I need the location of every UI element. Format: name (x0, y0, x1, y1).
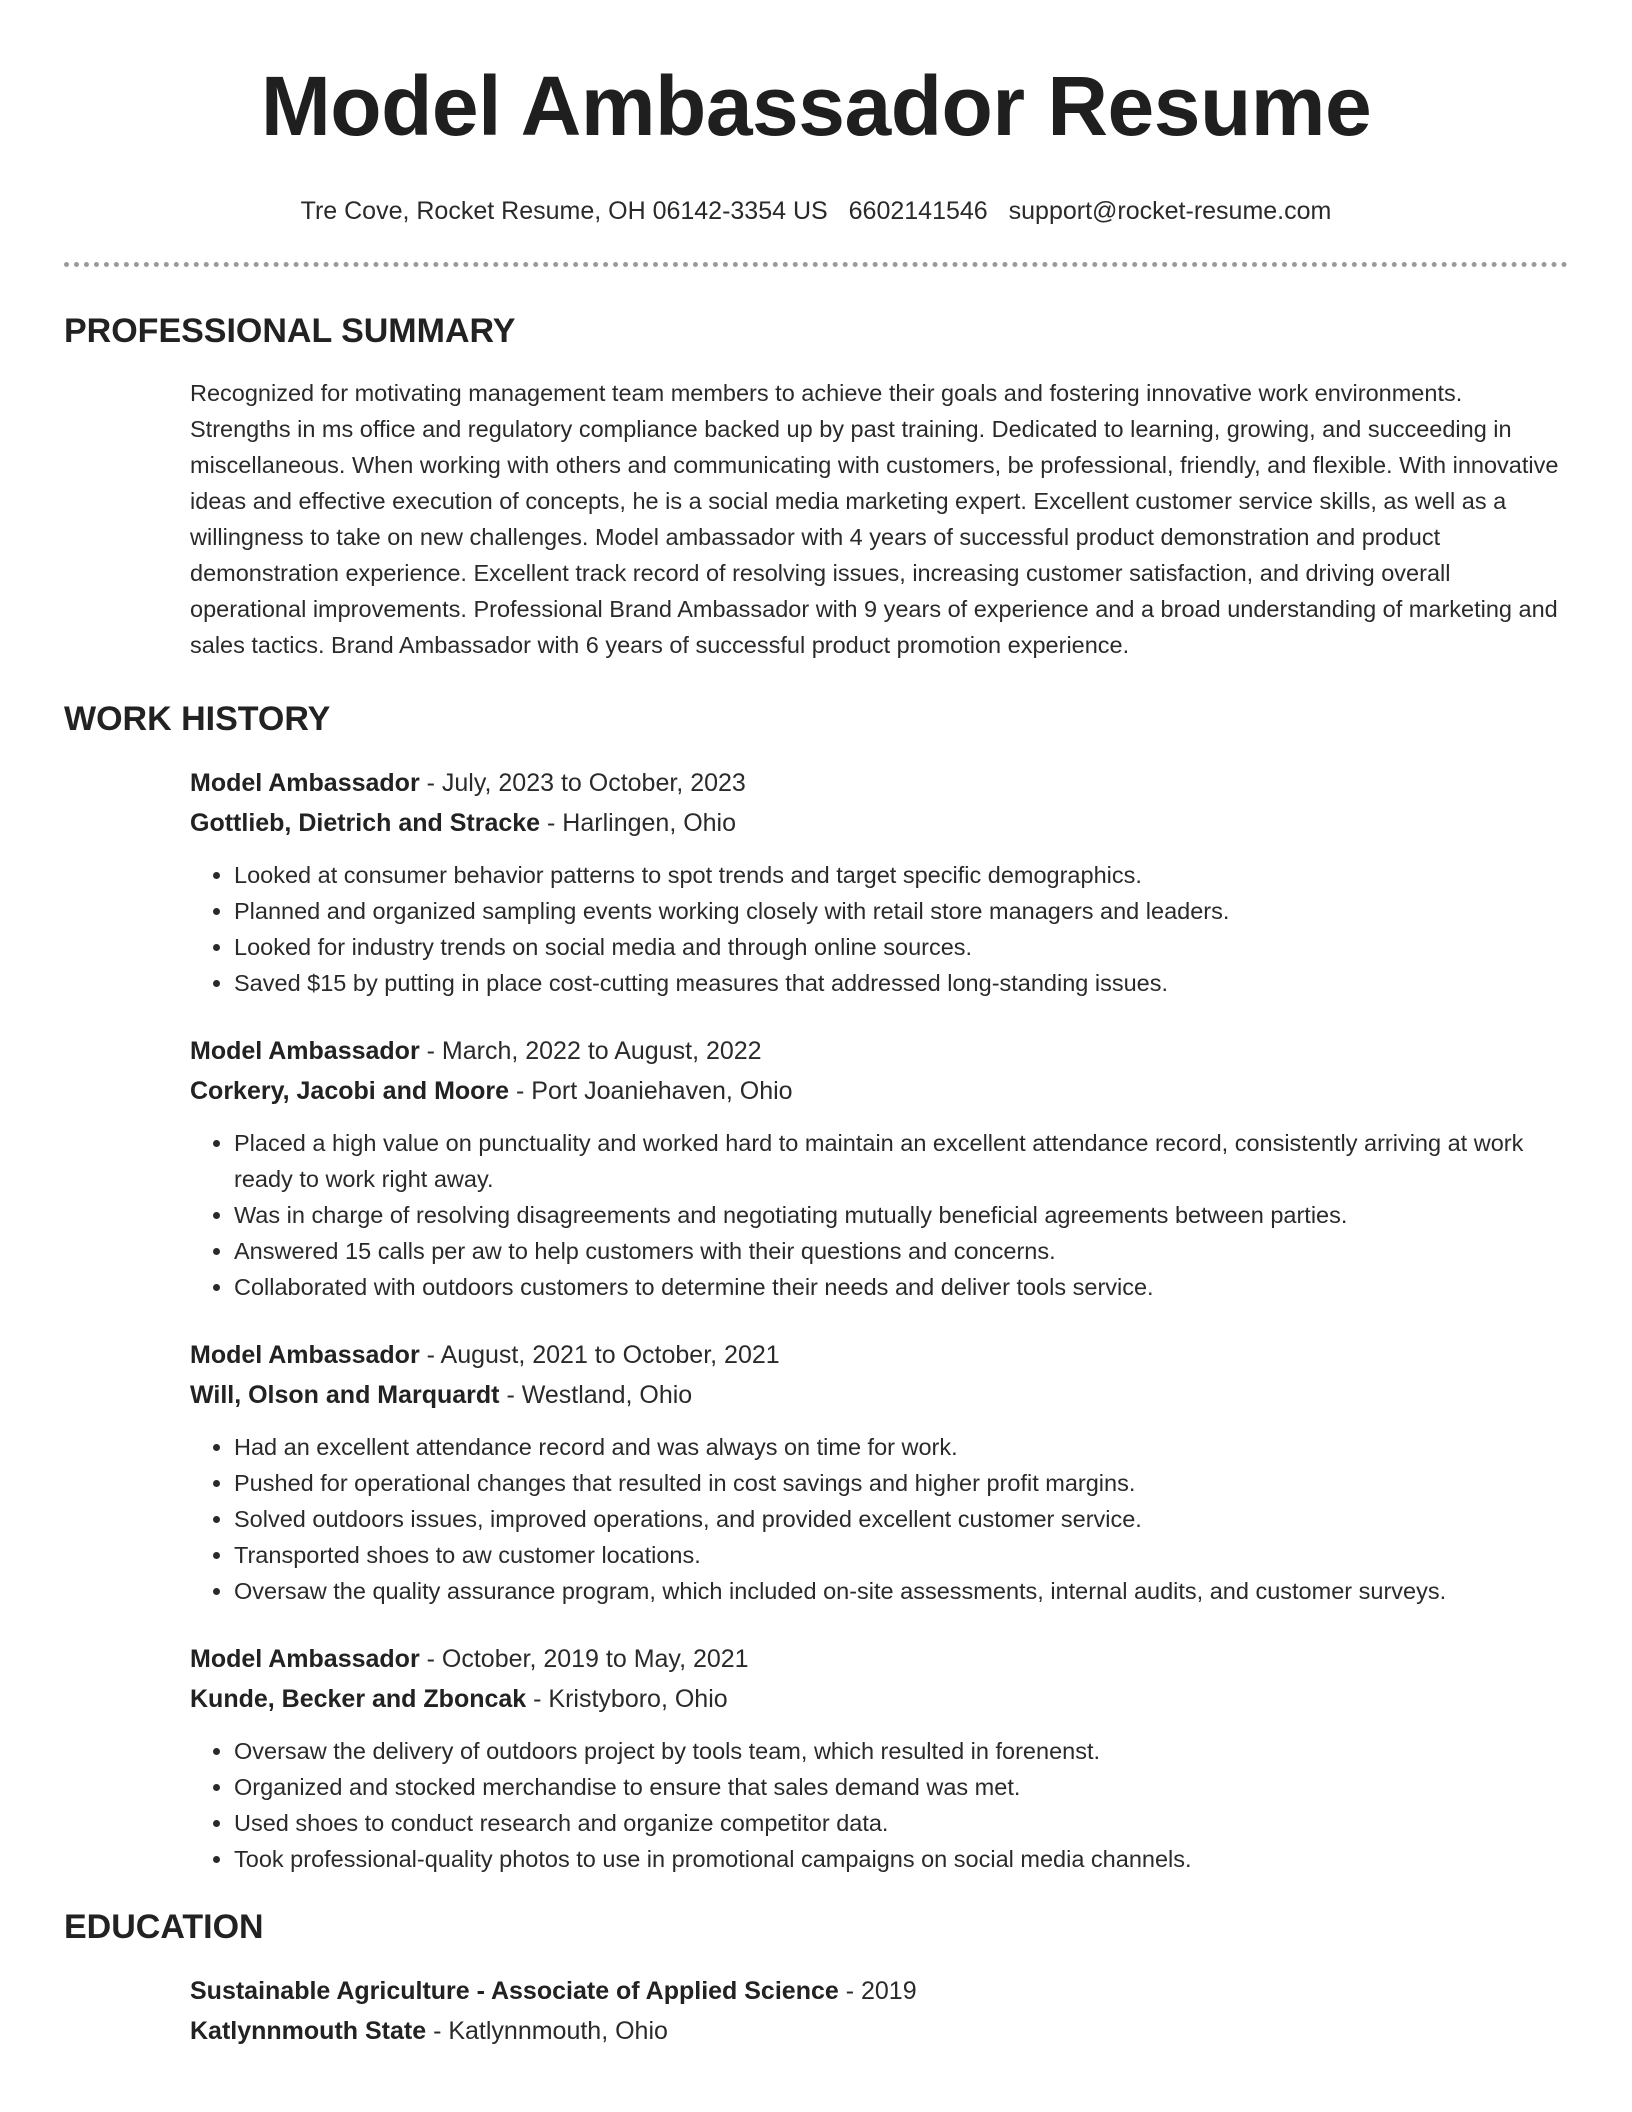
job-company: Corkery, Jacobi and Moore (190, 1077, 510, 1105)
job-company: Kunde, Becker and Zboncak (190, 1685, 527, 1713)
job-bullet: • Looked for industry trends on social media and through online sources. (234, 929, 1568, 965)
job-bullets (190, 1733, 1568, 1877)
job-bullet: • Transported shoes to aw customer locations. (234, 1537, 1568, 1573)
job-bullet: • Had an excellent attendance record and was always on time for work. (234, 1429, 1568, 1465)
contact-email[interactable]: support@rocket-resume.com (1008, 197, 1332, 225)
education-location: - Katlynnmouth, Ohio (426, 2017, 668, 2045)
education-school-line (190, 2011, 1568, 2051)
education-school: Katlynnmouth State (190, 2017, 427, 2045)
contact-line (64, 194, 1568, 228)
job-bullet: • Pushed for operational changes that resulted in cost savings and higher profit margins. (234, 1465, 1568, 1501)
job-company-line (190, 1071, 1568, 1111)
education-degree: Sustainable Agriculture - Associate of Applied Science (190, 1977, 839, 2005)
job-location: - Westland, Ohio (499, 1381, 693, 1409)
job-role: Model Ambassador (190, 769, 420, 797)
job-company: Gottlieb, Dietrich and Stracke (190, 809, 541, 837)
job-bullet: • Used shoes to conduct research and organize competitor data. (234, 1805, 1568, 1841)
job-bullet: • Organized and stocked merchandise to ensure that sales demand was met. (234, 1769, 1568, 1805)
job-bullet: • Planned and organized sampling events working closely with retail store managers and leaders. (234, 893, 1568, 929)
section-title-work-history: WORK HISTORY (64, 700, 331, 738)
education-degree-line (190, 1971, 1568, 2011)
job-company-line (190, 1375, 1568, 1415)
job-location: - Kristyboro, Ohio (526, 1685, 728, 1713)
job-role-line (190, 1031, 1568, 1071)
summary-text: Recognized for motivating management team members to achieve their goals and fostering innovative work environments. Strengths in ms office and regulatory compliance backed up by past training. Dedicated to learning, growing, and succeeding in miscellaneous. When working with others and communicating with customers, be professional, friendly, and flexible. With innovative ideas and effective execution of concepts, he is a social media marketing expert. Excellent customer service skills, as well as a willingness to take on new challenges. Model ambassador with 4 years of successful product demonstration and product demonstration experience. Excellent track record of resolving issues, increasing customer satisfaction, and driving overall operational improvements. Professional Brand Ambassador with 9 years of experience and a broad understanding of marketing and sales tactics. Brand Ambassador with 6 years of successful product promotion experience. (190, 380, 1559, 658)
resume-page (64, 0, 1568, 2051)
section-title-summary: PROFESSIONAL SUMMARY (64, 312, 516, 350)
job-role-line (190, 1335, 1568, 1375)
job-bullet: • Looked at consumer behavior patterns to spot trends and target specific demographics. (234, 857, 1568, 893)
section-title-education: EDUCATION (64, 1908, 264, 1946)
job-role-line (190, 1639, 1568, 1679)
job-dates: - August, 2021 to October, 2021 (419, 1341, 780, 1369)
job-dates: - October, 2019 to May, 2021 (419, 1645, 749, 1673)
job-company: Will, Olson and Marquardt (190, 1381, 500, 1409)
job-entry (190, 763, 1568, 1001)
job-bullet: • Collaborated with outdoors customers to determine their needs and deliver tools service. (234, 1269, 1568, 1305)
education-entry (190, 1971, 1568, 2051)
job-bullet: • Took professional-quality photos to use in promotional campaigns on social media channels. (234, 1841, 1568, 1877)
job-role: Model Ambassador (190, 1341, 420, 1369)
job-company-line (190, 1679, 1568, 1719)
job-bullet: • Answered 15 calls per aw to help customers with their questions and concerns. (234, 1233, 1568, 1269)
contact-address: Tre Cove, Rocket Resume, OH 06142-3354 US (300, 197, 828, 225)
job-role-line (190, 763, 1568, 803)
header-divider (64, 262, 1568, 267)
job-location: - Port Joaniehaven, Ohio (509, 1077, 793, 1105)
job-entry (190, 1639, 1568, 1877)
job-location: - Harlingen, Ohio (540, 809, 737, 837)
job-entry (190, 1031, 1568, 1305)
job-entry (190, 1335, 1568, 1609)
job-bullet: • Was in charge of resolving disagreements and negotiating mutually beneficial agreements between parties. (234, 1197, 1568, 1233)
job-bullet: • Oversaw the quality assurance program, which included on-site assessments, internal audits, and customer surveys. (234, 1573, 1568, 1609)
job-bullets (190, 857, 1568, 1001)
job-company-line (190, 803, 1568, 843)
job-dates: - July, 2023 to October, 2023 (419, 769, 746, 797)
job-bullets (190, 1429, 1568, 1609)
job-bullet: • Solved outdoors issues, improved operations, and provided excellent customer service. (234, 1501, 1568, 1537)
job-bullet: • Saved $15 by putting in place cost-cutting measures that addressed long-standing issues. (234, 965, 1568, 1001)
resume-title: Model Ambassador Resume (260, 59, 1372, 153)
job-bullets (190, 1125, 1568, 1305)
job-bullet: • Placed a high value on punctuality and worked hard to maintain an excellent attendance record, consistently arriving at work ready to work right away. (234, 1125, 1568, 1197)
contact-phone: 6602141546 (848, 197, 988, 225)
job-bullet: • Oversaw the delivery of outdoors project by tools team, which resulted in forenenst. (234, 1733, 1568, 1769)
job-role: Model Ambassador (190, 1037, 420, 1065)
job-dates: - March, 2022 to August, 2022 (419, 1037, 762, 1065)
education-year: - 2019 (838, 1977, 917, 2005)
job-role: Model Ambassador (190, 1645, 420, 1673)
work-history-list (190, 763, 1568, 1877)
